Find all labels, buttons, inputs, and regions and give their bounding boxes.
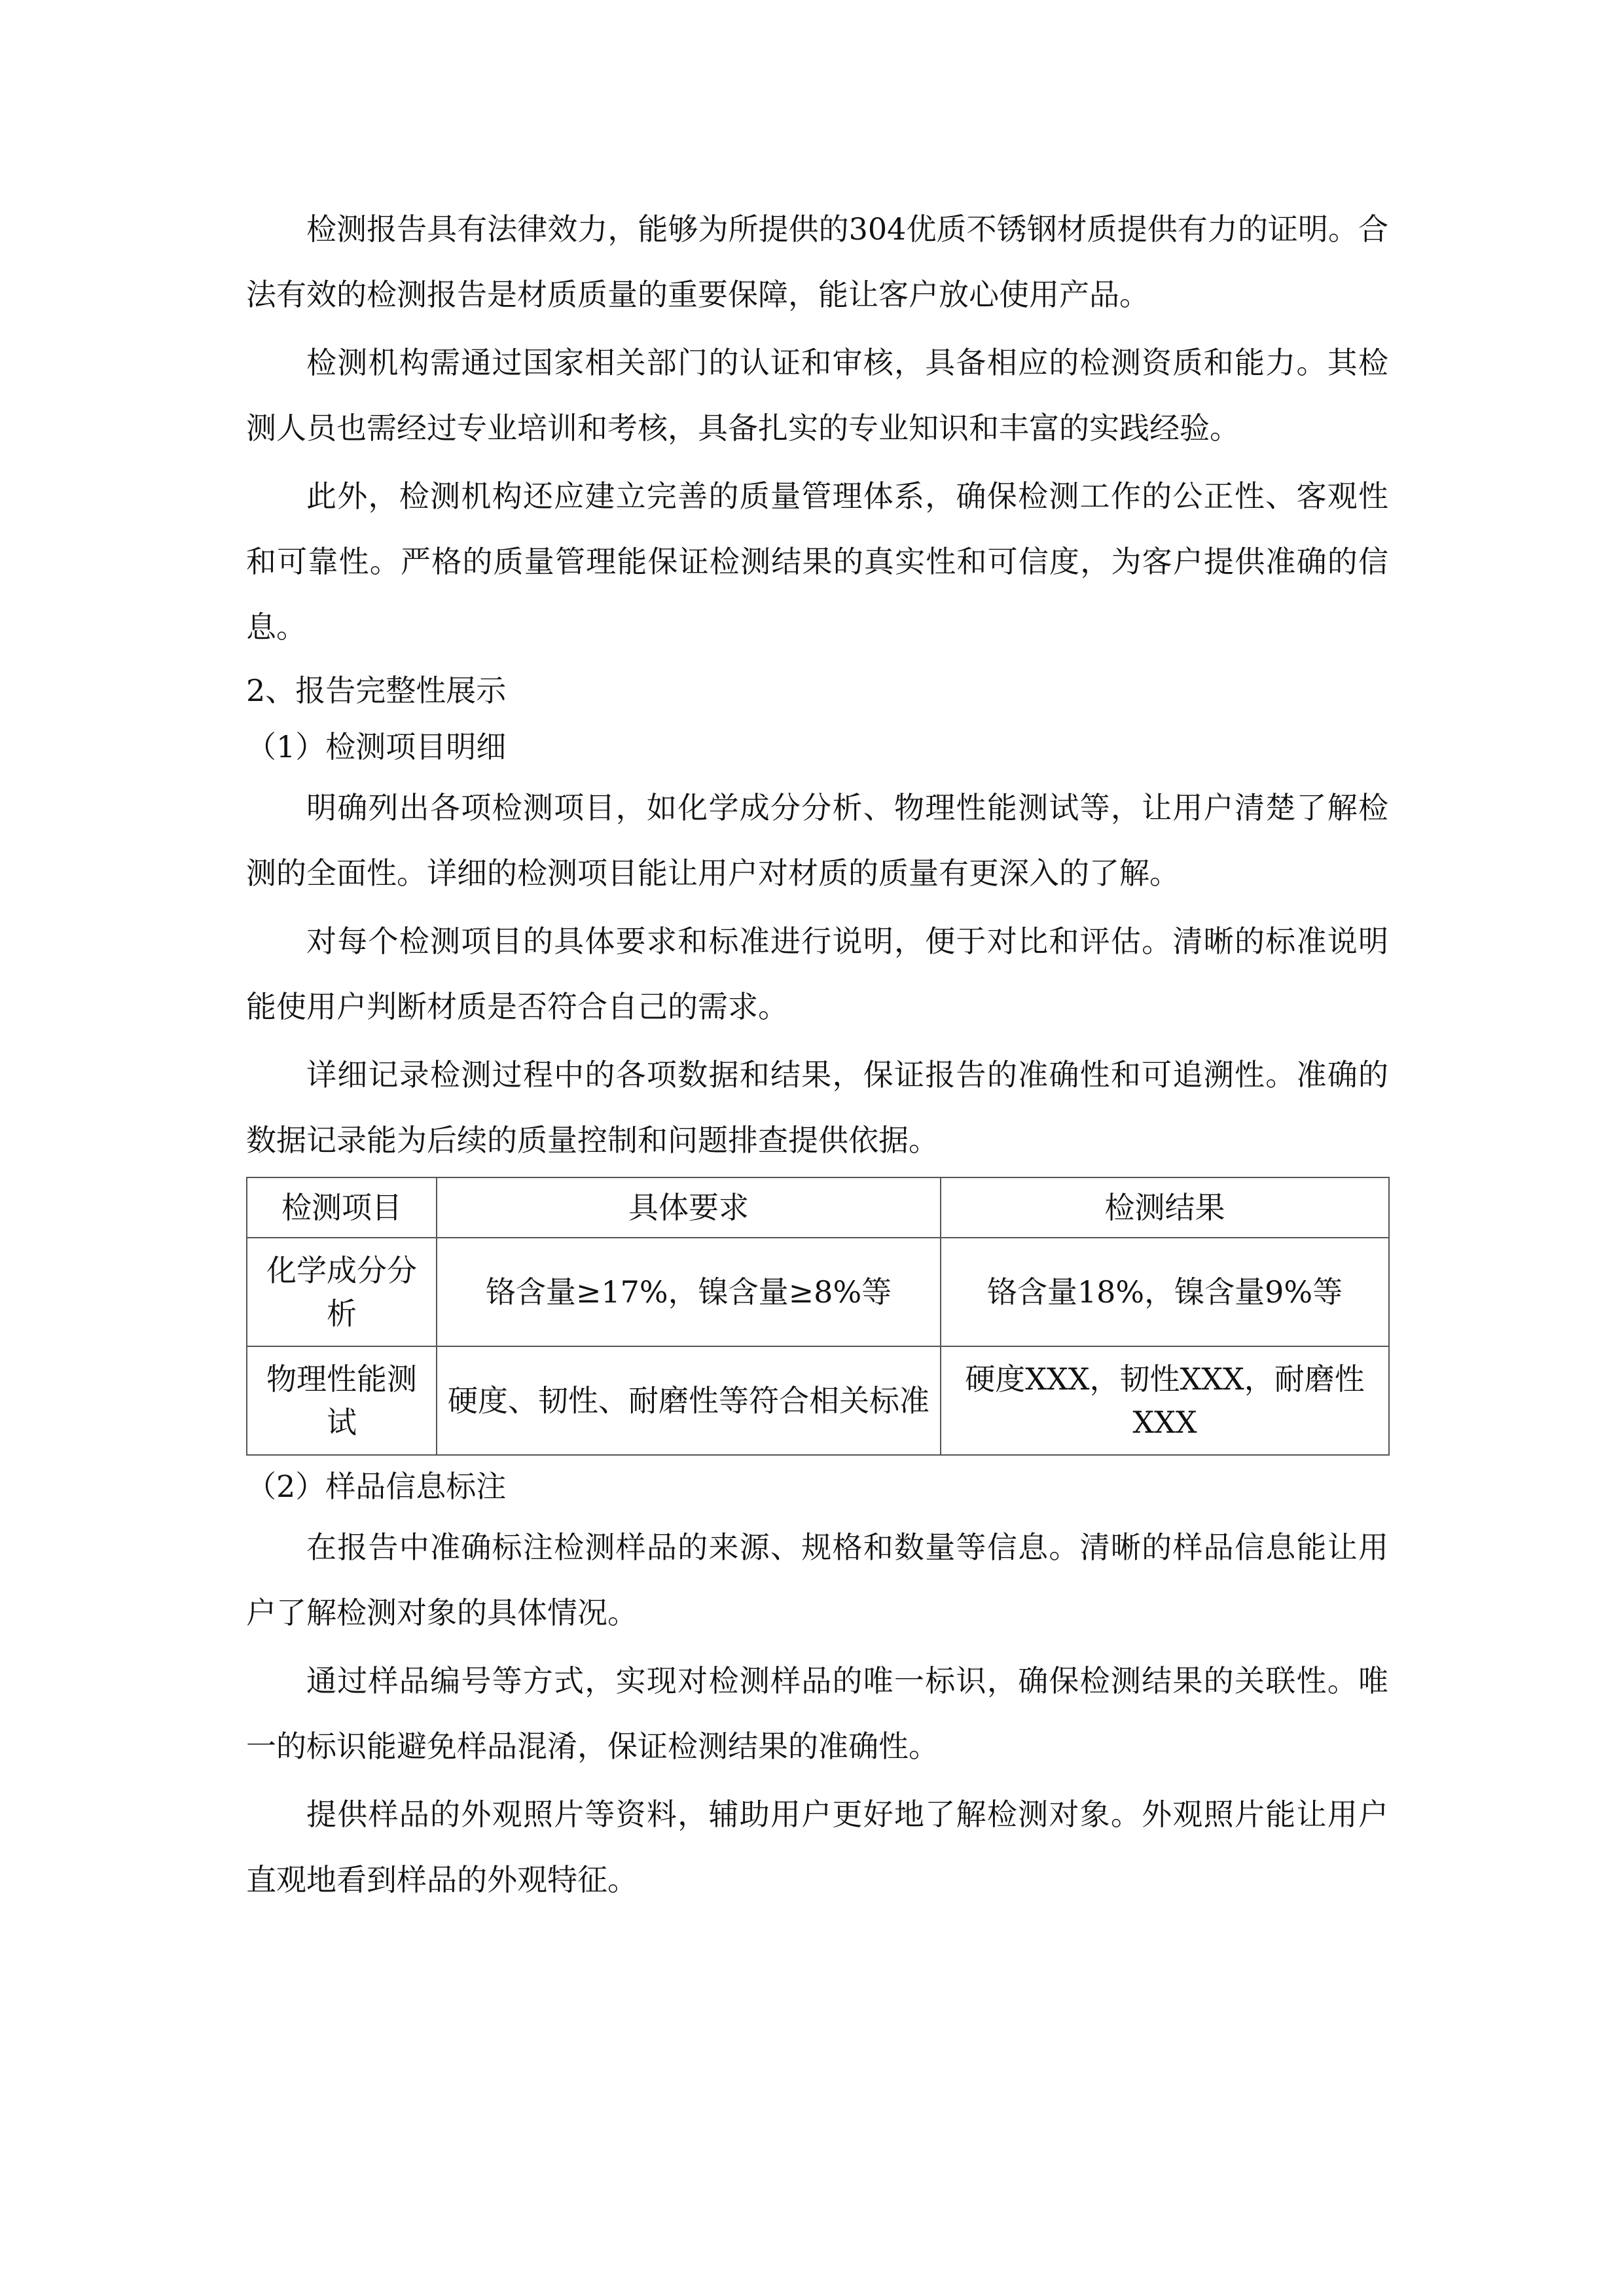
paragraph-legal-validity: 检测报告具有法律效力，能够为所提供的304优质不锈钢材质提供有力的证明。合法有效的检测报告是材质质量的重要保障，能让客户放心使用产品。 xyxy=(246,211,1388,312)
table-row xyxy=(247,1238,1389,1346)
document-body xyxy=(246,196,1388,1915)
paragraph-test-standards: 对每个检测项目的具体要求和标准进行说明，便于对比和评估。清晰的标准说明能使用户判断材质是否符合自己的需求。 xyxy=(246,924,1388,1024)
paragraph-institution-qualification: 检测机构需通过国家相关部门的认证和审核，具备相应的检测资质和能力。其检测人员也需经过专业培训和考核，具备扎实的专业知识和丰富的实践经验。 xyxy=(246,345,1388,446)
paragraph-test-records: 详细记录检测过程中的各项数据和结果，保证报告的准确性和可追溯性。准确的数据记录能为后续的质量控制和问题排查提供依据。 xyxy=(246,1057,1388,1158)
table-header-row xyxy=(247,1177,1389,1238)
table-header-cell: 具体要求 xyxy=(437,1177,941,1238)
subsection-heading-test-items: （1）检测项目明细 xyxy=(246,729,507,764)
table-row xyxy=(247,1346,1389,1455)
table-header-cell: 检测项目 xyxy=(247,1177,437,1238)
table-cell: 物理性能测试 xyxy=(247,1346,437,1455)
paragraph-sample-labeling: 在报告中准确标注检测样品的来源、规格和数量等信息。清晰的样品信息能让用户了解检测对象的具体情况。 xyxy=(246,1530,1388,1630)
table-cell: 硬度、韧性、耐磨性等符合相关标准 xyxy=(437,1346,941,1455)
table-header-cell: 检测结果 xyxy=(941,1177,1389,1238)
section-heading-report-completeness: 2、报告完整性展示 xyxy=(246,673,507,708)
subsection-heading-sample-info: （2）样品信息标注 xyxy=(246,1469,507,1504)
paragraph-sample-identification: 通过样品编号等方式，实现对检测样品的唯一标识，确保检测结果的关联性。唯一的标识能避免样品混淆，保证检测结果的准确性。 xyxy=(246,1663,1388,1764)
test-items-table xyxy=(246,1177,1390,1456)
paragraph-test-items-list: 明确列出各项检测项目，如化学成分分析、物理性能测试等，让用户清楚了解检测的全面性。详细的检测项目能让用户对材质的质量有更深入的了解。 xyxy=(246,790,1388,891)
table-cell: 硬度XXX，韧性XXX，耐磨性XXX xyxy=(941,1346,1389,1455)
table-cell: 化学成分分析 xyxy=(247,1238,437,1346)
paragraph-sample-photos: 提供样品的外观照片等资料，辅助用户更好地了解检测对象。外观照片能让用户直观地看到样品的外观特征。 xyxy=(246,1797,1388,1897)
table-cell: 铬含量18%，镍含量9%等 xyxy=(941,1238,1389,1346)
table-cell: 铬含量≥17%，镍含量≥8%等 xyxy=(437,1238,941,1346)
paragraph-quality-management: 此外，检测机构还应建立完善的质量管理体系，确保检测工作的公正性、客观性和可靠性。严格的质量管理能保证检测结果的真实性和可信度，为客户提供准确的信息。 xyxy=(246,478,1388,645)
